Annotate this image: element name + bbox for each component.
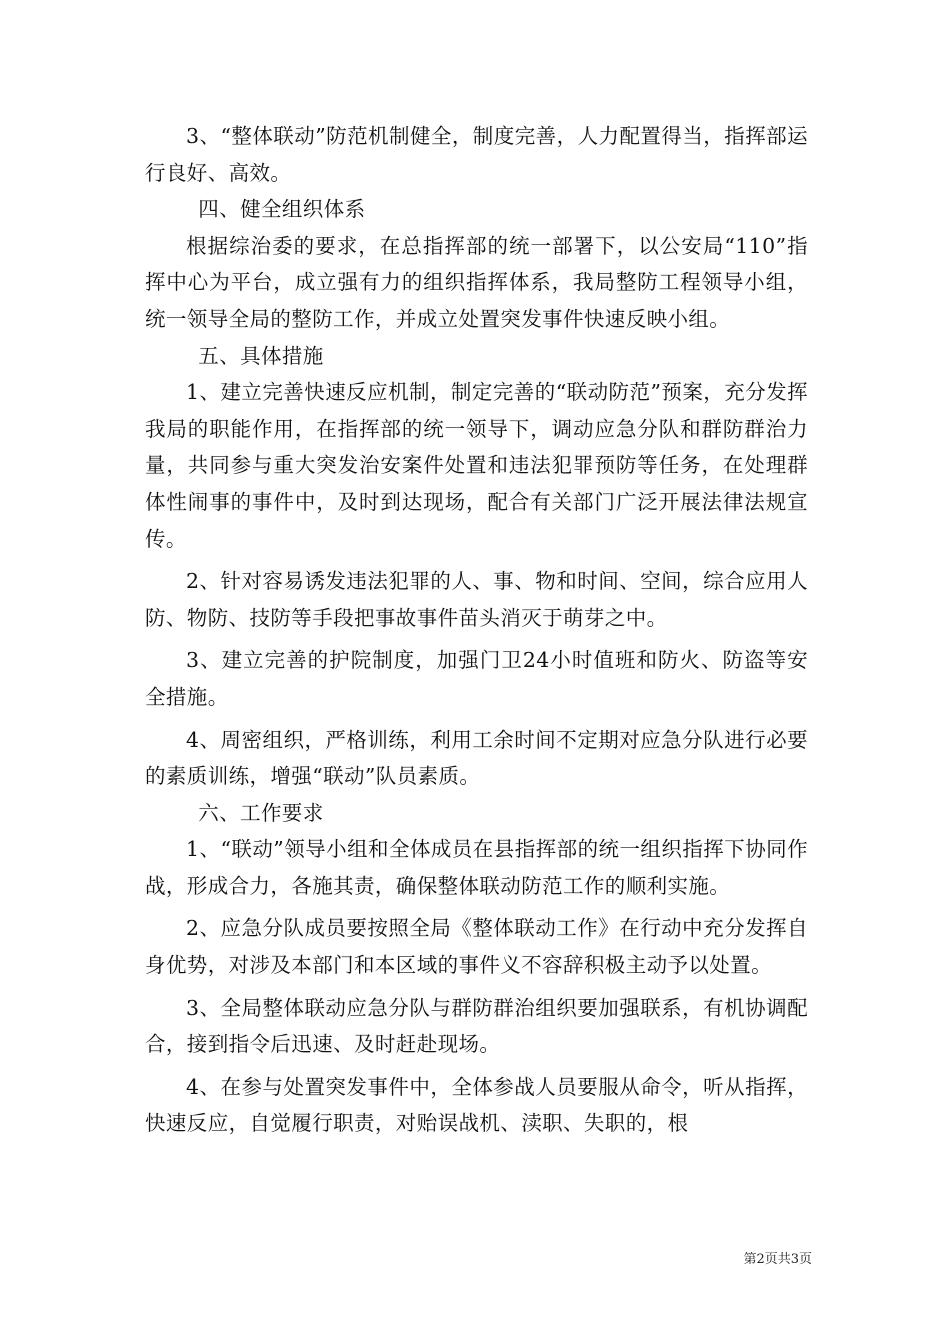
paragraph-mechanism-sound: 3、“整体联动”防范机制健全，制度完善，人力配置得当，指挥部运行良好、高效。 [145, 124, 808, 185]
document-body [145, 118, 808, 1142]
paragraph-requirement-1: 1、“联动”领导小组和全体成员在县指挥部的统一组织指挥下协同作战，形成合力，各施其责，确保整体联动防范工作的顺利实施。 [145, 837, 808, 898]
paragraph-requirement-3: 3、全局整体联动应急分队与群防群治组织要加强联系，有机协调配合，接到指令后迅速、及时赶赴现场。 [145, 995, 808, 1057]
heading-specific-measures: 五、具体措施 [198, 343, 324, 368]
page-number: 第2页共3页 [743, 1252, 812, 1267]
paragraph-measure-4: 4、周密组织，严格训练，利用工余时间不定期对应急分队进行必要的素质训练，增强“联动”队员素质。 [145, 727, 808, 789]
heading-work-requirements: 六、工作要求 [198, 800, 324, 825]
paragraph-requirement-4: 4、在参与处置突发事件中，全体参战人员要服从命令，听从指挥，快速反应，自觉履行职责，对贻误战机、渎职、失职的，根 [145, 1074, 808, 1136]
paragraph-measure-3: 3、建立完善的护院制度，加强门卫24小时值班和防火、防盗等安全措施。 [145, 648, 808, 709]
paragraph-organization-system: 根据综治委的要求，在总指挥部的统一部署下，以公安局“110”指挥中心为平台，成立强有力的组织指挥体系，我局整防工程领导小组，统一领导全局的整防工作，并成立处置突发事件快速反映小组。 [145, 233, 808, 331]
paragraph-measure-2: 2、针对容易诱发违法犯罪的人、事、物和时间、空间，综合应用人防、物防、技防等手段把事故事件苗头消灭于萌芽之中。 [145, 569, 808, 630]
paragraph-measure-1: 1、建立完善快速反应机制，制定完善的“联动防范”预案，充分发挥我局的职能作用，在指挥部的统一领导下，调动应急分队和群防群治力量，共同参与重大突发治安案件处置和违法犯罪预防等任务，在处理群体性闹事的事件中，及时到达现场，配合有关部门广泛开展法律法规宣传。 [145, 380, 808, 551]
heading-organization-system: 四、健全组织体系 [198, 197, 366, 222]
paragraph-requirement-2: 2、应急分队成员要按照全局《整体联动工作》在行动中充分发挥自身优势，对涉及本部门和本区域的事件义不容辞积极主动予以处置。 [145, 916, 808, 978]
